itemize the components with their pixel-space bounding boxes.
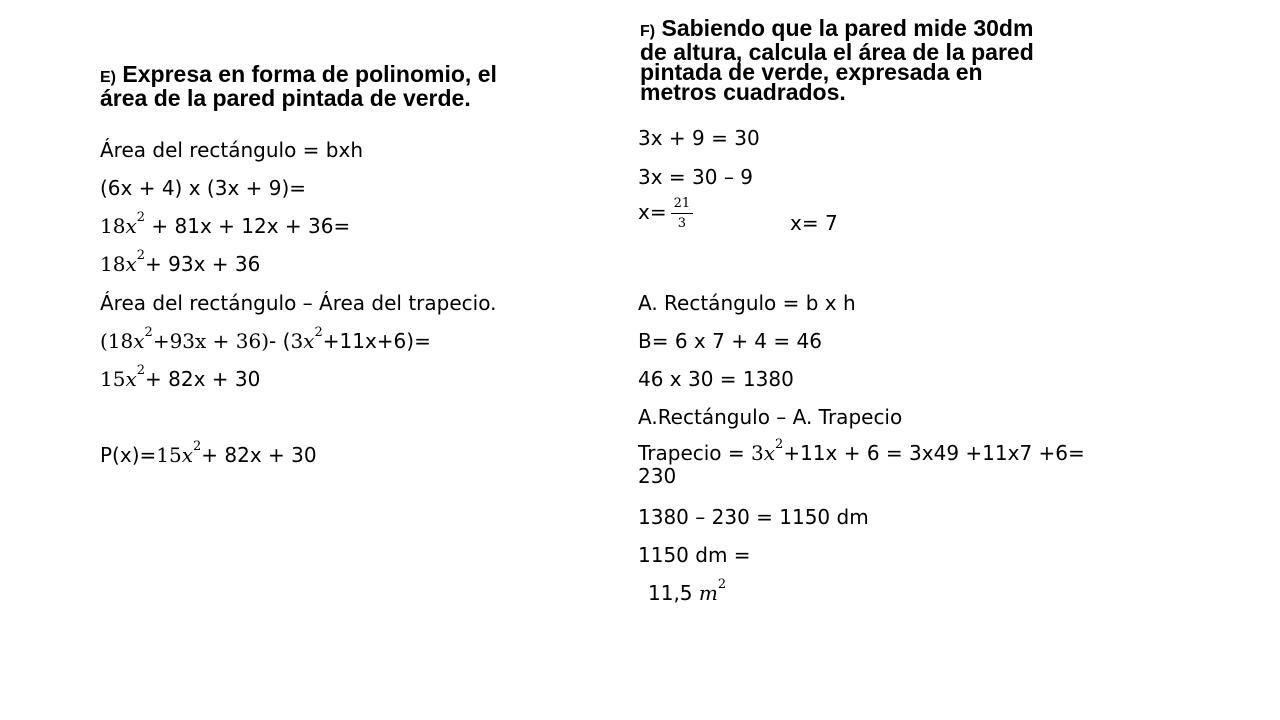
left-line-5: Área del rectángulo – Área del trapecio.	[100, 291, 497, 315]
right-line-9: 1380 – 230 = 1150 dm	[638, 505, 869, 529]
right-heading	[640, 15, 1034, 105]
left-heading-letter: E)	[100, 69, 116, 86]
right-heading-text-1: Sabiendo que la pared mide 30dm	[655, 15, 1034, 41]
left-heading-text-1: Expresa en forma de polinomio, el	[116, 61, 497, 87]
left-heading-text-2: área de la pared pintada de verde.	[100, 85, 471, 111]
left-line-2: (6x + 4) x (3x + 9)=	[100, 176, 307, 200]
right-heading-letter: F)	[640, 23, 656, 40]
right-line-8-wrap: 230	[638, 464, 677, 488]
right-line-5: B= 6 x 7 + 4 = 46	[638, 329, 822, 353]
right-line-7: A.Rectángulo – A. Trapecio	[638, 405, 903, 429]
right-heading-text-2: de altura, calcula el área de la pared	[640, 39, 1034, 65]
right-line-10: 1150 dm =	[638, 543, 751, 567]
left-heading	[100, 61, 497, 111]
left-line-7: $15x^2+ 82x + 30$	[100, 363, 261, 391]
right-line-2: 3x = 30 – 9	[638, 165, 753, 189]
right-line-11: 11,5 $m^2$	[648, 577, 727, 605]
left-line-3: $18x^2 + 81x + 12x + 36=$	[100, 210, 351, 238]
fraction-21-3: $\frac{21}{3}$	[671, 196, 694, 231]
left-line-8: $P(x)=15x^2+ 82x + 30$	[100, 439, 317, 467]
right-heading-text-4: metros cuadrados.	[640, 79, 846, 105]
right-heading-text-3: pintada de verde, expresada en	[640, 59, 983, 85]
right-line-6: 46 x 30 = 1380	[638, 367, 794, 391]
left-line-1: Área del rectángulo = bxh	[100, 138, 363, 162]
right-line-3: x= $\frac{21}{3}$	[638, 196, 693, 231]
right-line-4: A. Rectángulo = b x h	[638, 291, 856, 315]
left-line-6: $(18x^2+93x + 36)-$ $(3x^2+11x+6)=$	[100, 325, 431, 353]
right-line-1: 3x + 9 = 30	[638, 126, 760, 150]
left-line-4: $18x^2+ 93x + 36$	[100, 248, 261, 276]
right-line-3-result: x= 7	[790, 211, 838, 235]
right-line-8: Trapecio = $3x^2+11x + 6 = 3x49 +11x7 +6=$	[638, 437, 1085, 465]
